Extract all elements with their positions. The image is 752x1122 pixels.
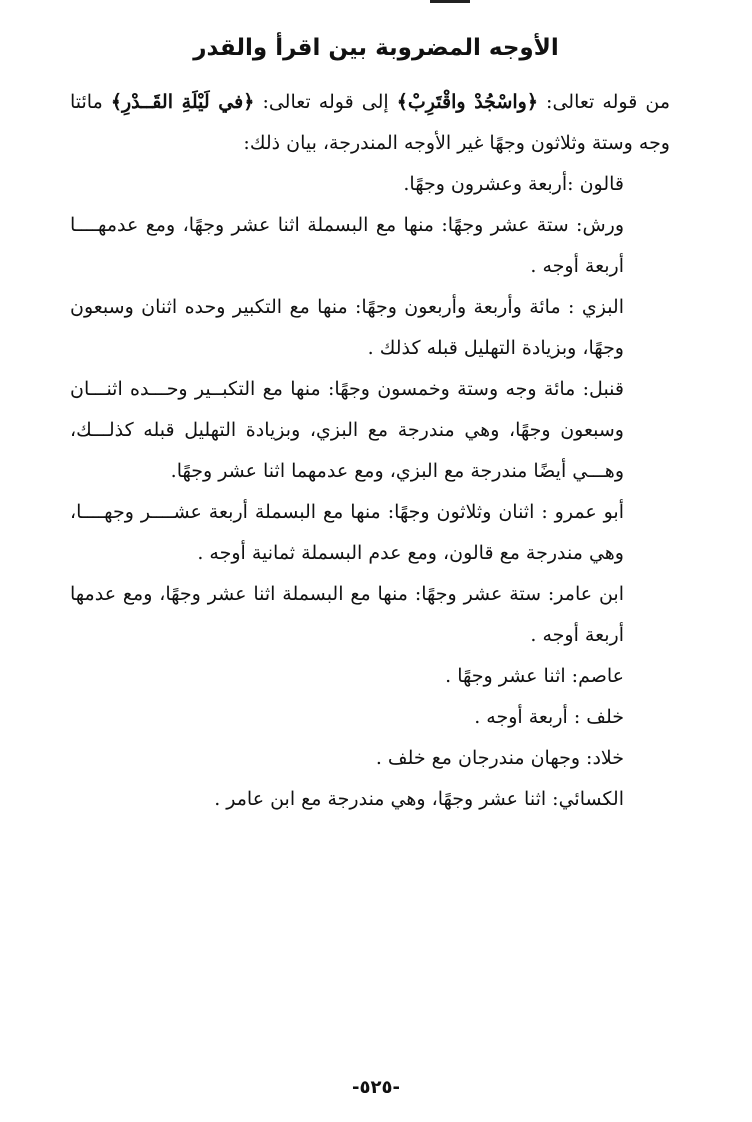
- entry-abu-amr: أبو عمرو : اثنان وثلاثون وجهًا: منها مع البسملة أربعة عشــــر وجهــــا، وهي مندرجة مع قالون، ومع عدم البسملة ثمانية أوجه .: [70, 501, 624, 564]
- top-edge-mark: [430, 0, 470, 3]
- page-number: -٥٢٥-: [352, 1077, 400, 1098]
- quran-quote-1: ﴿واسْجُدْ واقْتَرِبْ﴾: [396, 91, 538, 113]
- entry-khalaf: خلف : أربعة أوجه .: [474, 706, 624, 728]
- body-text: [70, 82, 670, 820]
- page-title: الأوجه المضروبة بين اقرأ والقدر: [193, 35, 559, 61]
- intro-part-2: إلى قوله تعالى:: [254, 91, 397, 113]
- quran-quote-2: ﴿في لَيْلَةِ القَــدْرِ﴾: [110, 91, 255, 113]
- entry-albazzi: البزي : مائة وأربعة وأربعون وجهًا: منها مع التكبير وحده اثنان وسبعون وجهًا، وبزيادة التهليل قبله كذلك .: [70, 296, 624, 359]
- entry-khallad: خلاد: وجهان مندرجان مع خلف .: [375, 747, 624, 769]
- intro-part-3: مائتا وجه وستة وثلاثون وجهًا غير الأوجه المندرجة، بيان ذلك:: [70, 91, 670, 154]
- entry-ibn-amir: ابن عامر: ستة عشر وجهًا: منها مع البسملة اثنا عشر وجهًا، ومع عدمها أربعة أوجه .: [70, 583, 624, 646]
- intro-paragraph: [70, 82, 670, 164]
- entry-asim: عاصم: اثنا عشر وجهًا .: [445, 665, 624, 687]
- intro-part-1: من قوله تعالى:: [537, 91, 671, 113]
- entry-qunbul: قنبل: مائة وجه وستة وخمسون وجهًا: منها مع التكبــير وحـــده اثنـــان وسبعون وجهًا، وهي مندرجة مع البزي، وبزيادة التهليل قبله كذلـــك، وهـــي أيضًا مندرجة مع البزي، ومع عدمهما اثنا عشر وجهًا.: [70, 378, 624, 482]
- entry-alkisai: الكسائي: اثنا عشر وجهًا، وهي مندرجة مع ابن عامر .: [214, 788, 624, 810]
- entry-warsh: ورش: ستة عشر وجهًا: منها مع البسملة اثنا عشر وجهًا، ومع عدمهــــا أربعة أوجه .: [70, 214, 624, 277]
- entry-qalun: قالون :أربعة وعشرون وجهًا.: [403, 173, 624, 195]
